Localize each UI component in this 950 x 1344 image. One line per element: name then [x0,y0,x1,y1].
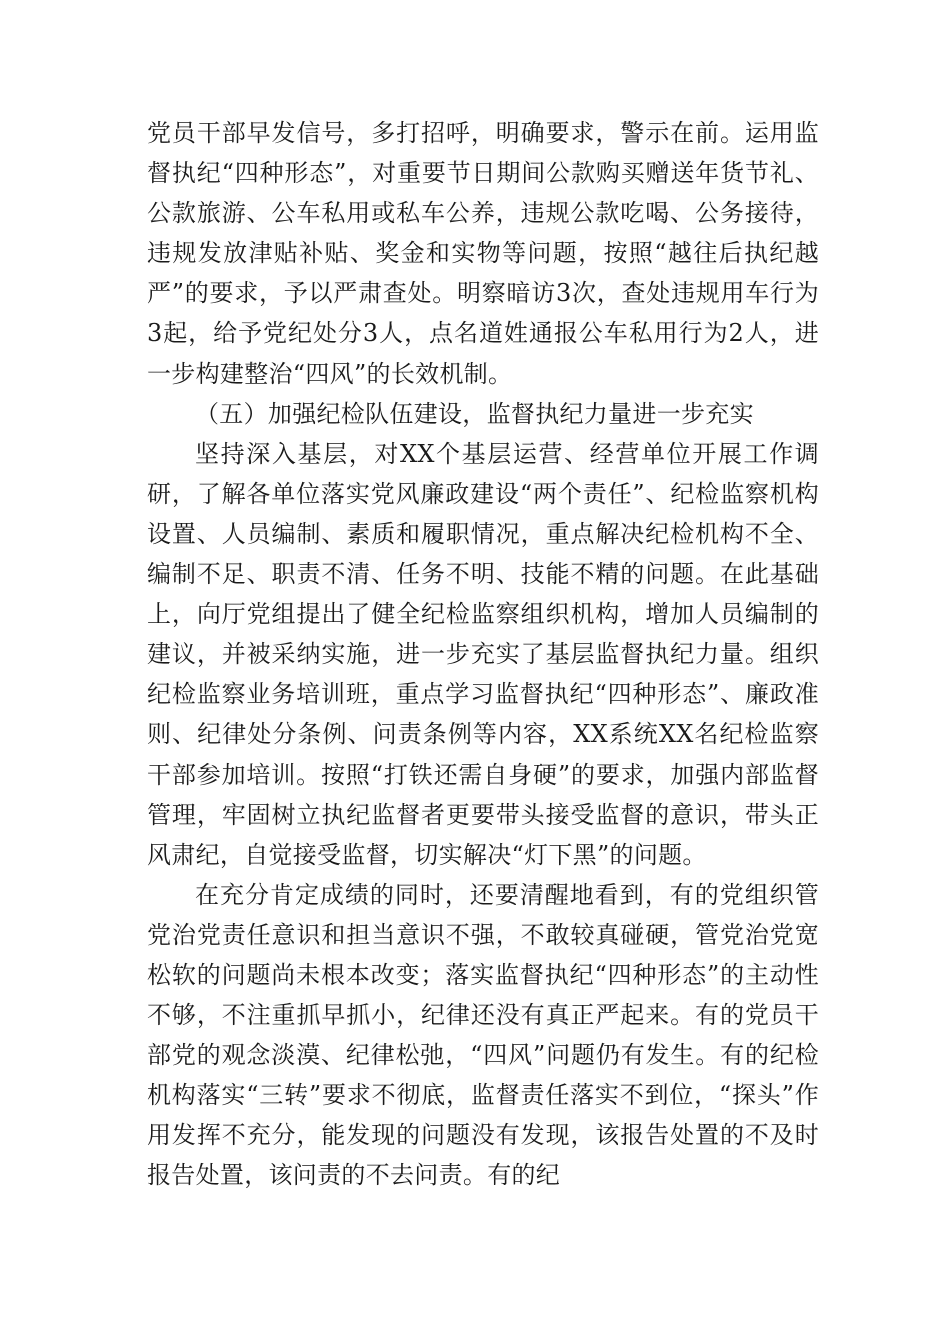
section-heading: （五）加强纪检队伍建设，监督执纪力量进一步充实 [195,399,754,428]
paragraph-body: 在充分肯定成绩的同时，还要清醒地看到，有的党组织管党治党责任意识和担当意识不强，不敢较真碰硬，管党治党宽松软的问题尚未根本改变；落实监督执纪“四种形态”的主动性不够，不注重抓早抓小，纪律还没有真正严起来。有的党员干部党的观念淡漠、纪律松弛，“四风”问题仍有发生。有的纪检机构落实“三转”要求不彻底，监督责任落实不到位，“探头”作用发挥不充分，能发现的问题没有发现，该报告处置的不及时报告处置，该问责的不去问责。有的纪 [147,880,819,1190]
paragraph-continuation: 党员干部早发信号，多打招呼，明确要求，警示在前。运用监督执纪“四种形态”，对重要节日期间公款购买赠送年货节礼、公款旅游、公车私用或私车公养，违规公款吃喝、公务接待，违规发放津贴补贴、奖金和实物等问题，按照“越往后执纪越严”的要求，予以严肃查处。明察暗访3次，查处违规用车行为3起，给予党纪处分3人，点名道姓通报公车私用行为2人，进一步构建整治“四风”的长效机制。 [147,119,819,388]
paragraph-body: 坚持深入基层，对XX个基层运营、经营单位开展工作调研，了解各单位落实党风廉政建设“两个责任”、纪检监察机构设置、人员编制、素质和履职情况，重点解决纪检机构不全、编制不足、职责不清、任务不明、技能不精的问题。在此基础上，向厅党组提出了健全纪检监察组织机构，增加人员编制的建议，并被采纳实施，进一步充实了基层监督执纪力量。组织纪检监察业务培训班，重点学习监督执纪“四种形态”、廉政准则、纪律处分条例、问责条例等内容，XX系统XX名纪检监察干部参加培训。按照“打铁还需自身硬”的要求，加强内部监督管理，牢固树立执纪监督者更要带头接受监督的意识，带头正风肃纪，自觉接受监督，切实解决“灯下黑”的问题。 [147,439,819,869]
document-body [147,113,819,1196]
